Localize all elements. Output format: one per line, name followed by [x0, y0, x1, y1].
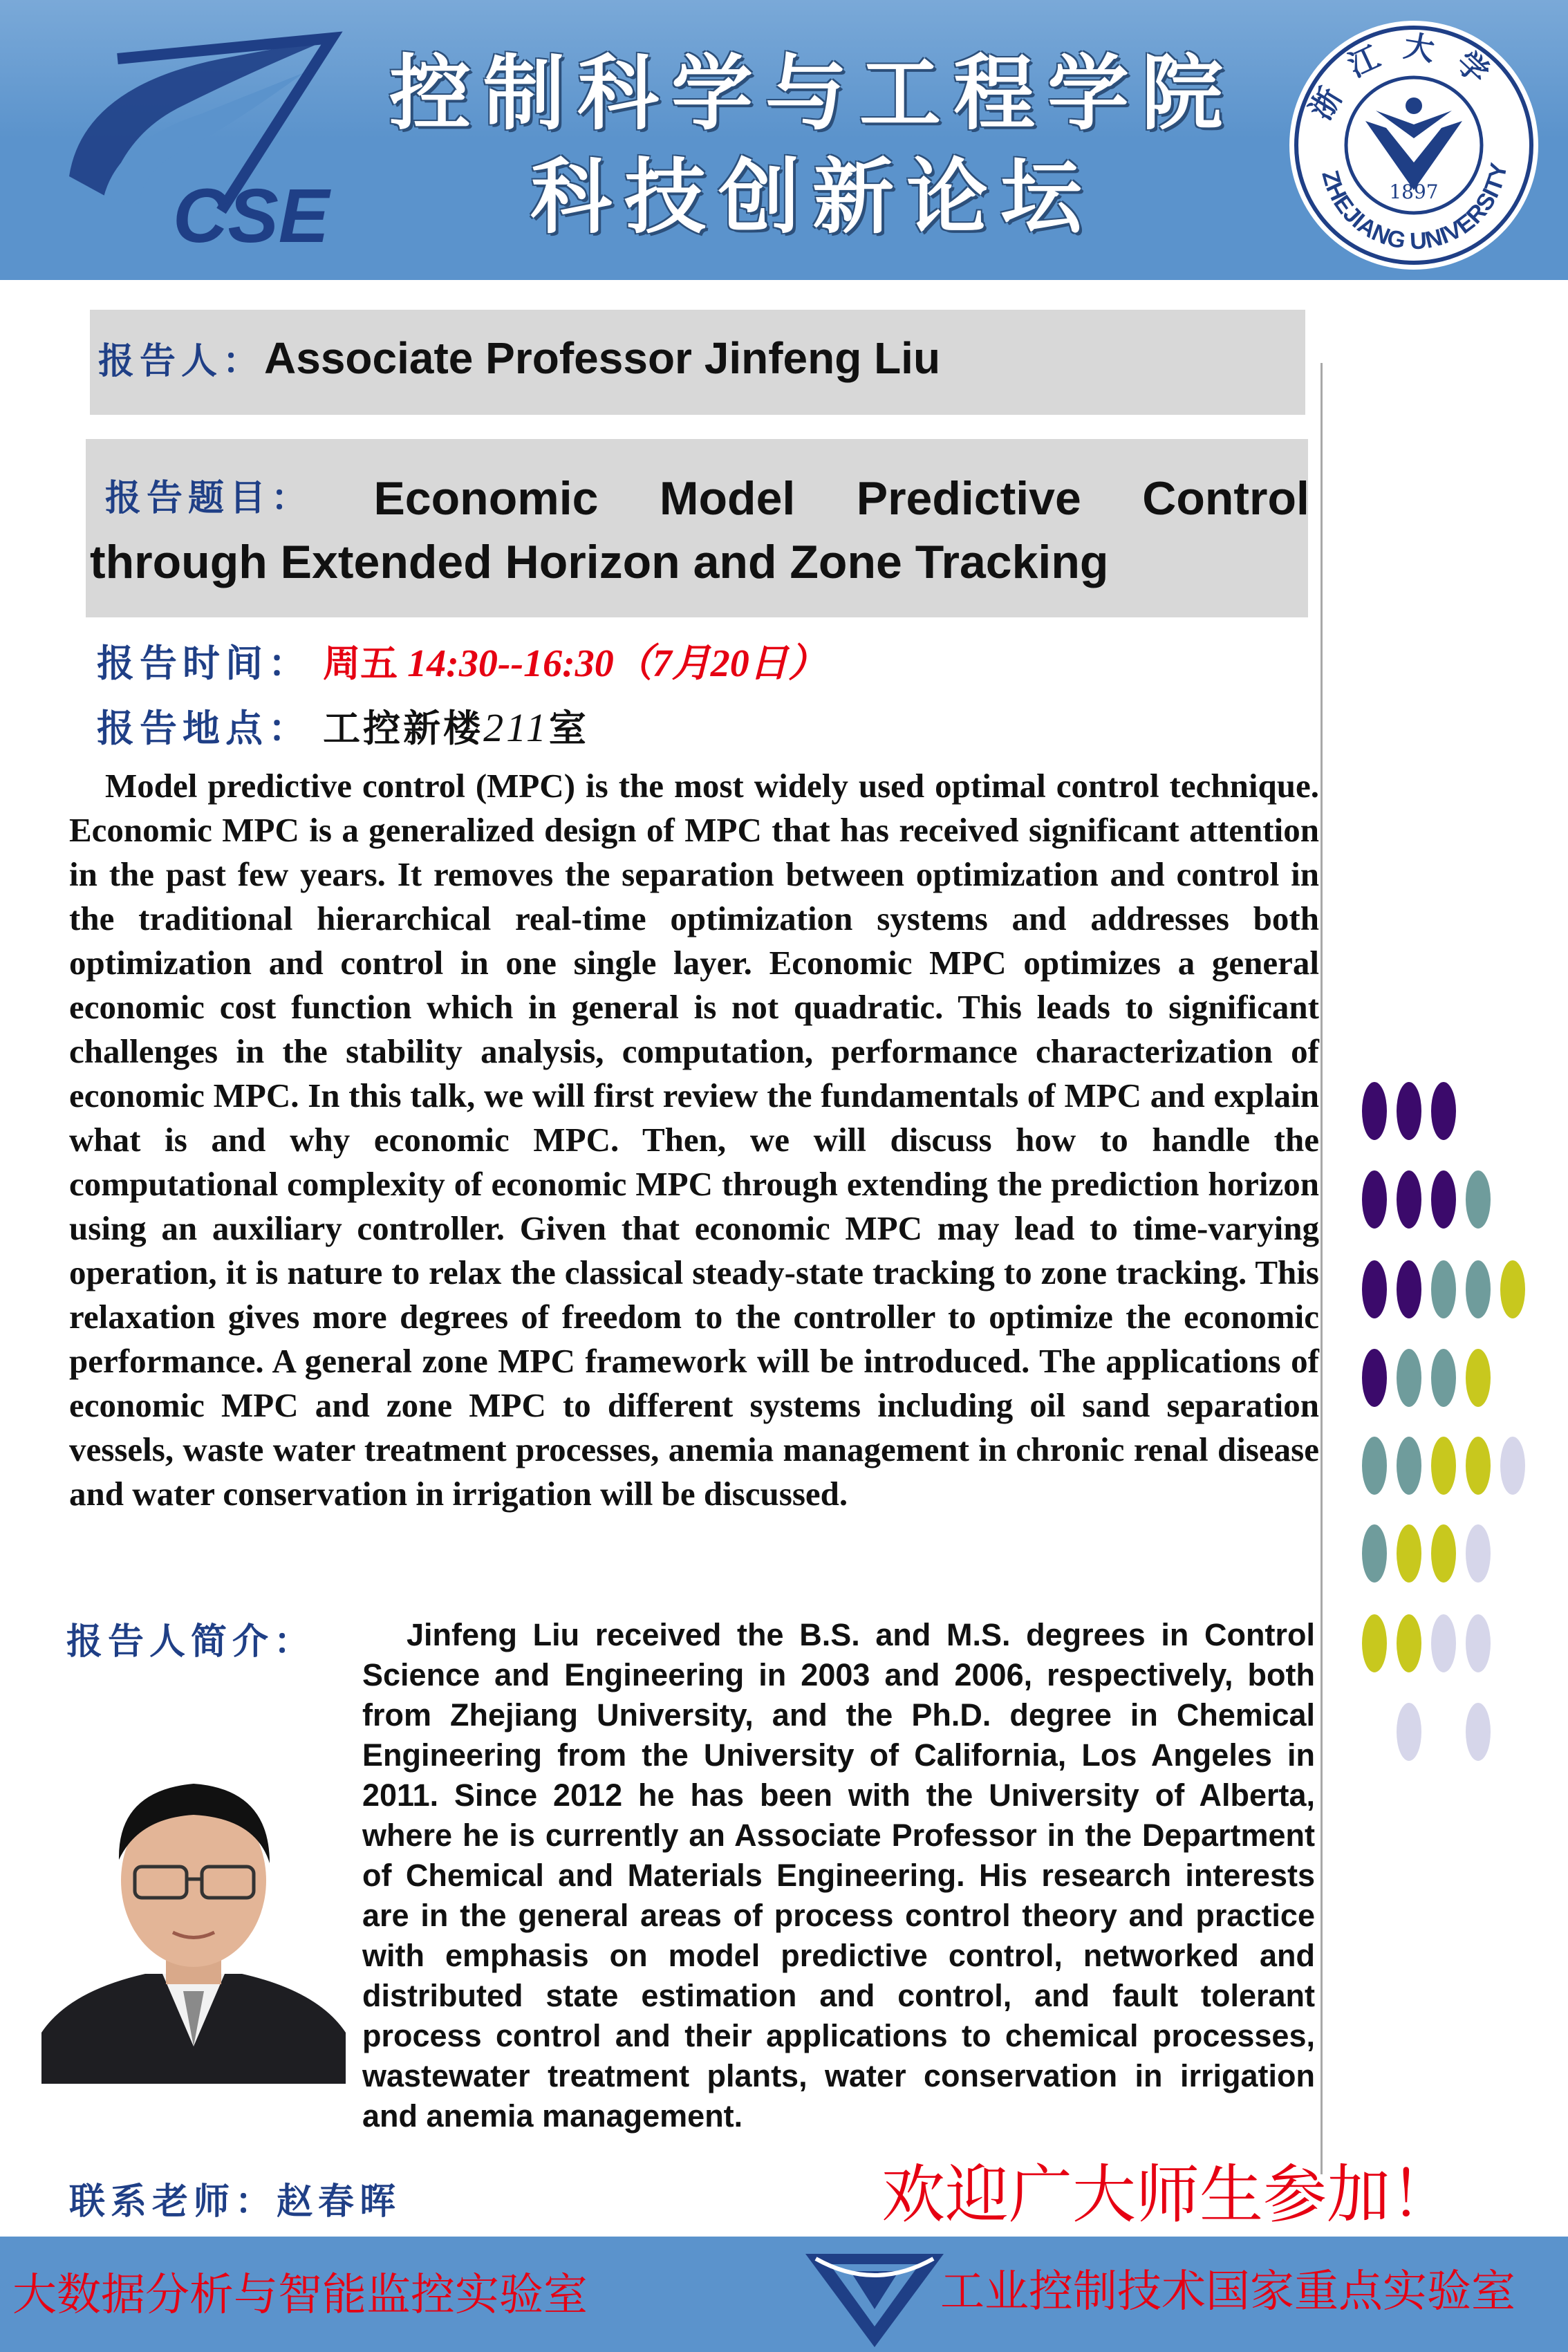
forum-title [346, 41, 1279, 249]
dot-grid [1362, 1082, 1525, 1761]
forum-title-line1: 控制科学与工程学院 [389, 46, 1235, 141]
talk-place [97, 704, 589, 753]
place-value [323, 707, 589, 750]
time-value: 14:30--16:30（7月20日） [398, 642, 827, 685]
speaker-photo [41, 1742, 346, 2084]
dot-pattern-decoration [1355, 1075, 1535, 1766]
speaker-line [98, 330, 940, 389]
cse-logo [41, 31, 360, 252]
welcome-text: 欢迎广大师生参加！ [881, 2158, 1455, 2232]
talk-time [97, 640, 827, 688]
topic-title-row1 [105, 467, 1309, 530]
time-weekday: 周五 [323, 642, 398, 685]
footer-lab-left: 大数据分析与智能监控实验室 [12, 2270, 588, 2321]
contact-label: 联系老师： [69, 2181, 277, 2223]
contact-name: 赵春晖 [277, 2181, 402, 2223]
place-room: 211 [483, 705, 549, 750]
bio-text: Jinfeng Liu received the B.S. and M.S. degrees in Control Science and Engineering in 2003 and 2006, respectively, both from Zhejiang University, and the Ph.D. degree in Chemical Engineering from the University of California, Los Angeles in 2011. Since 2012 he has been with the University of Alberta, where he is currently an Associate Professor in the Department of Chemical and Materials Engineering. His research interests are in the general areas of process control theory and practice with emphasis on model predictive control, networked and distributed state estimation and control, and fault tolerant process control and their applications to chemical processes, wastewater treatment plants, water conservation in irrigation and anemia management. [362, 1617, 1315, 2134]
place-building: 工控新楼 [323, 707, 484, 750]
topic-label: 报告题目： [105, 478, 313, 519]
time-label: 报告时间： [97, 642, 311, 685]
contact [69, 2178, 401, 2226]
footer-lab-right: 工业控制技术国家重点实验室 [940, 2266, 1515, 2317]
speaker-box [90, 310, 1305, 415]
topic-title [90, 467, 1312, 594]
cse-logo-text: CSE [173, 174, 330, 252]
topic-word: Predictive [856, 472, 1081, 525]
lab-logo-icon [802, 2243, 947, 2352]
place-suffix: 室 [548, 707, 589, 750]
vertical-divider [1320, 363, 1323, 2174]
abstract-text: Model predictive control (MPC) is the most widely used optimal control technique. Economic MPC is a generalized design of MPC that has received significant attention in the past few years. It removes the separation between optimization and control in the traditional hierarchical real-time optimization systems and addresses both optimization and control in one single layer. Economic MPC optimizes a general economic cost function which in general is not quadratic. This leads to significant challenges in the stability analysis, computation, performance characterization of economic MPC. In this talk, we will first review the fundamentals of MPC and explain what is and why economic MPC. Then, we will discuss how to handle the computational complexity of economic MPC through extending the prediction horizon using an auxiliary controller. Given that economic MPC may lead to time-varying operation, it is nature to relax the classical steady-state tracking to zone tracking. This relaxation gives more degrees of freedom to the controller to optimize the economic performance. A general zone MPC framework will be introduced. The applications of economic MPC and zone MPC to different systems including oil sand separation vessels, waste water treatment processes, anemia management in chronic renal disease and water conservation in irrigation will be discussed. [69, 767, 1319, 1513]
seal-name-en: ZHEJIANG UNIVERSITY [1316, 160, 1513, 255]
topic-box [86, 439, 1308, 617]
speaker-label: 报告人： [98, 341, 265, 382]
topic-word: Control [1142, 472, 1309, 525]
speaker-name: Associate Professor Jinfeng Liu [264, 333, 941, 383]
bio-label: 报告人简介： [66, 1621, 316, 1663]
header-banner [0, 0, 1568, 280]
zhejiang-university-seal [1286, 17, 1542, 273]
topic-title-row2: through Extended Horizon and Zone Tracking [90, 536, 1109, 588]
topic-word: Model [659, 472, 796, 525]
place-label: 报告地点： [97, 707, 311, 750]
seal-name-cn: 浙江大学 [1303, 28, 1511, 127]
seal-year: 1897 [1389, 180, 1439, 203]
topic-word: Economic [373, 472, 599, 525]
forum-title-line2: 科技创新论坛 [530, 149, 1094, 245]
footer-banner [0, 2237, 1568, 2352]
